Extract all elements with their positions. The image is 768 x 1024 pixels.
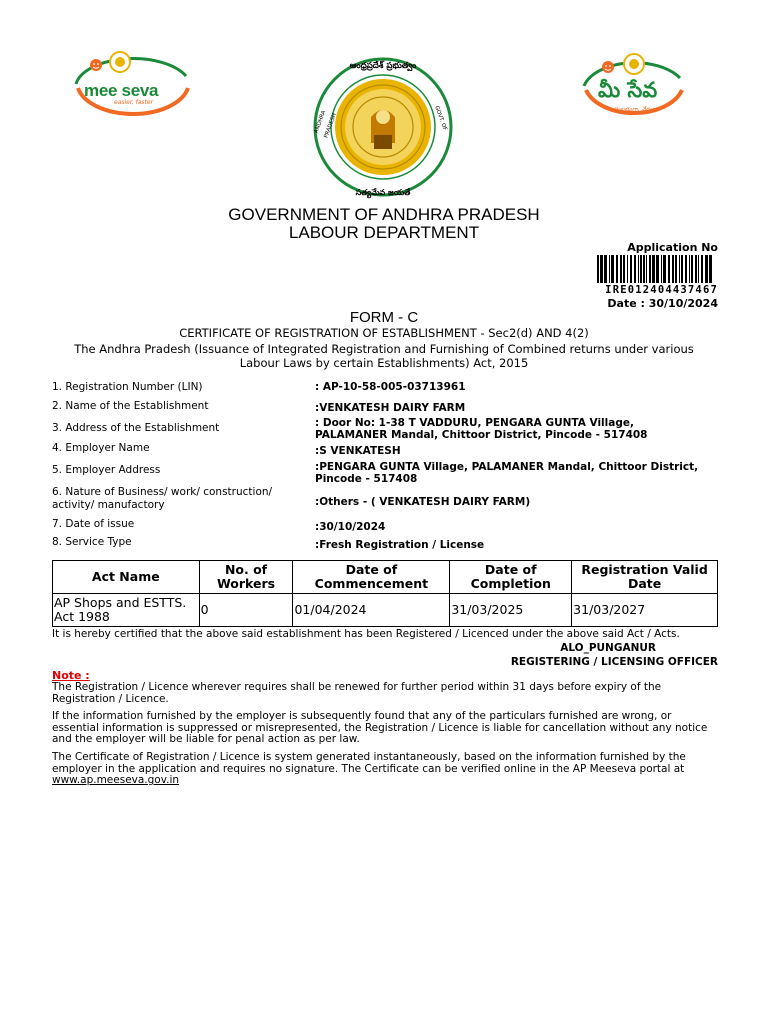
meeseva-logo-right [582, 50, 686, 122]
cell-date-of-commencement: 01/04/2024 [293, 594, 450, 627]
note-paragraph-3-text: The Certificate of Registration / Licence is system generated instantaneously, based on the information furnished by the employer in the application and requires no signature. The Certificate can be verified online in the AP Meeseva portal at [52, 751, 686, 775]
cell-date-of-completion: 31/03/2025 [450, 594, 572, 627]
barcode-bar [638, 255, 639, 283]
ap-government-emblem [308, 55, 458, 205]
emblem-bottom-text: సత్యమేవ జయతే [355, 188, 411, 197]
note-paragraph-1: The Registration / Licence wherever requires shall be renewed for further period within 31 days before expiry of the Registration / Licence. [52, 681, 662, 705]
detail-label-nature-of-business [52, 486, 302, 512]
barcode-bar [681, 255, 683, 283]
note-heading: Note : [52, 669, 90, 682]
logo-right-name: మీ సేవ [598, 78, 658, 102]
barcode-bar [695, 255, 697, 283]
detail-label-establishment-name: 2. Name of the Establishment [52, 400, 209, 412]
nature-of-business-label-line-2: activity/ manufactory [52, 499, 165, 511]
application-number: IRE012404437467 [605, 284, 718, 296]
barcode-bar [652, 255, 655, 283]
barcode-bar [663, 255, 666, 283]
act-line-2: Labour Laws by certain Establishments) Act, 2015 [239, 356, 529, 370]
employer-address-line-2: Pincode - 517408 [315, 473, 418, 485]
cell-no-of-workers: 0 [199, 594, 293, 627]
emblem-top-text: ఆంధ్రప్రదేశ్ ప్రభుత్వం [349, 61, 417, 71]
header-no-of-workers: No. of Workers [199, 561, 293, 594]
meeseva-logo-left [70, 48, 196, 118]
logo-right-tagline: సులభంగా, వేగంగా [614, 106, 658, 113]
header-registration-valid-date: Registration Valid Date [572, 561, 718, 594]
barcode-bar [679, 255, 680, 283]
barcode-bar [611, 255, 614, 283]
nature-of-business-label-line-1: 6. Nature of Business/ work/ construction/ [52, 486, 273, 498]
certificate-title: CERTIFICATE OF REGISTRATION OF ESTABLISHMENT - Sec2(d) AND 4(2) [179, 326, 589, 340]
header-date-of-commencement: Date of Commencement [293, 561, 450, 594]
barcode-bar [630, 255, 632, 283]
barcode-bar [623, 255, 625, 283]
barcode-bar [609, 255, 610, 283]
barcode-bar [675, 255, 677, 283]
application-date: Date : 30/10/2024 [607, 297, 718, 310]
barcode-bar [689, 255, 690, 283]
detail-label-employer-address: 5. Employer Address [52, 464, 161, 476]
detail-label-date-of-issue: 7. Date of issue [52, 518, 135, 530]
barcode-bar [643, 255, 645, 283]
act-line-1: The Andhra Pradesh (Issuance of Integrated Registration and Furnishing of Combined returns under various [74, 342, 694, 356]
barcode-bar [634, 255, 636, 283]
emblem-left-text: ANDHRA PRADESH [313, 109, 338, 139]
certification-statement: It is hereby certified that the above said establishment has been Registered / Licenced under the above said Act / Acts. [52, 628, 680, 640]
barcode-bar [627, 255, 628, 283]
detail-value-employer-name: :S VENKATESH [315, 445, 401, 457]
barcode-bar [705, 255, 708, 283]
barcode-bar [698, 255, 699, 283]
detail-value-employer-address [315, 461, 715, 485]
barcode-bar [661, 255, 662, 283]
barcode-bar [646, 255, 647, 283]
acts-table-header-row [53, 561, 718, 594]
document-header [0, 206, 768, 242]
detail-value-registration-number: : AP-10-58-005-03713961 [315, 381, 466, 393]
form-title: FORM - C [349, 309, 419, 326]
cell-act-name: AP Shops and ESTTS. Act 1988 [53, 594, 200, 627]
header-date-of-completion: Date of Completion [450, 561, 572, 594]
detail-value-establishment-address [315, 417, 715, 441]
note-paragraph-2: If the information furnished by the employer is subsequently found that any of the particulars furnished are wrong, or essential information is suppressed or misrepresented, the Registration / Licence is liable for cancellation without any notice and the employer will be liable for penal action as per law. [52, 710, 708, 745]
establishment-address-line-2: PALAMANER Mandal, Chittoor District, Pincode - 517408 [315, 429, 648, 441]
barcode-bar [597, 255, 599, 283]
barcode-bar [649, 255, 651, 283]
department-title: LABOUR DEPARTMENT [288, 223, 480, 242]
logo-left-tagline: easier, faster [114, 99, 154, 106]
detail-label-service-type: 8. Service Type [52, 536, 132, 548]
header-act-name: Act Name [53, 561, 200, 594]
employer-address-line-1: :PENGARA GUNTA Village, PALAMANER Mandal, Chittoor District, [315, 461, 699, 473]
barcode-bar [600, 255, 603, 283]
detail-value-date-of-issue: :30/10/2024 [315, 521, 386, 533]
cell-registration-valid-date: 31/03/2027 [572, 594, 718, 627]
note-paragraph-3 [52, 752, 718, 787]
logo-left-name: mee seva [84, 81, 159, 100]
detail-label-employer-name: 4. Employer Name [52, 442, 150, 454]
detail-value-nature-of-business: :Others - ( VENKATESH DAIRY FARM) [315, 496, 531, 508]
detail-value-establishment-name: :VENKATESH DAIRY FARM [315, 402, 466, 414]
barcode-bar [668, 255, 670, 283]
detail-label-establishment-address: 3. Address of the Establishment [52, 422, 220, 434]
officer-name: ALO_PUNGANUR [560, 642, 656, 654]
application-label: Application No [627, 241, 718, 254]
meeseva-portal-link[interactable]: www.ap.meeseva.gov.in [52, 774, 180, 786]
detail-value-service-type: :Fresh Registration / License [315, 539, 485, 551]
officer-title: REGISTERING / LICENSING OFFICER [510, 656, 718, 668]
barcode-bar [616, 255, 618, 283]
barcode-bar [656, 255, 659, 283]
act-description [60, 342, 708, 370]
barcode-bar [701, 255, 703, 283]
government-title: GOVERNMENT OF ANDHRA PRADESH [228, 205, 540, 224]
detail-label-registration-number: 1. Registration Number (LIN) [52, 381, 203, 393]
emblem-right-text: GOVT. OF [433, 105, 448, 132]
barcode-bar [604, 255, 607, 283]
barcode-bar [685, 255, 687, 283]
barcode-bar [691, 255, 693, 283]
application-barcode [597, 255, 714, 283]
barcode-bar [620, 255, 622, 283]
barcode-bar [640, 255, 642, 283]
table-row [53, 594, 718, 627]
acts-table [52, 560, 718, 627]
barcode-bar [672, 255, 674, 283]
barcode-bar [709, 255, 712, 283]
establishment-address-line-1: : Door No: 1-38 T VADDURU, PENGARA GUNTA Village, [315, 417, 634, 429]
